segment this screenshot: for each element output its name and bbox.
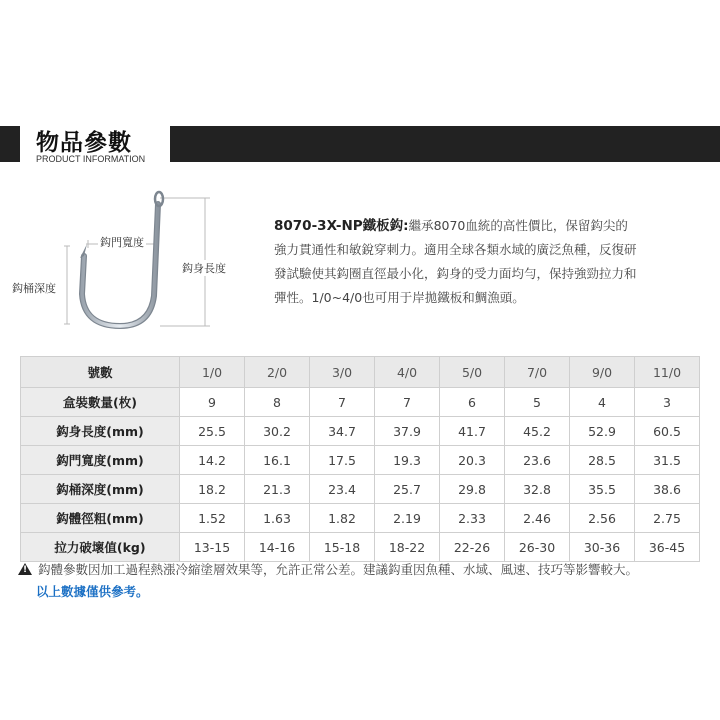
description-line: 強力貫通性和敏銳穿刺力。適用全球各類水域的廣泛魚種，反復研 bbox=[274, 242, 637, 257]
table-cell: 28.5 bbox=[570, 446, 635, 475]
product-description bbox=[274, 214, 704, 310]
table-cell: 18.2 bbox=[180, 475, 245, 504]
table-cell: 2.46 bbox=[505, 504, 570, 533]
size-header-cell: 5/0 bbox=[440, 357, 505, 388]
size-header-cell: 7/0 bbox=[505, 357, 570, 388]
table-cell: 20.3 bbox=[440, 446, 505, 475]
table-cell: 4 bbox=[570, 388, 635, 417]
table-cell: 35.5 bbox=[570, 475, 635, 504]
table-cell: 16.1 bbox=[245, 446, 310, 475]
table-cell: 5 bbox=[505, 388, 570, 417]
warning-triangle-icon: ! bbox=[18, 563, 32, 575]
row-label: 鈎身長度(mm) bbox=[21, 417, 180, 446]
table-cell: 38.6 bbox=[635, 475, 700, 504]
table-cell: 1.52 bbox=[180, 504, 245, 533]
page-subtitle: PRODUCT INFORMATION bbox=[36, 154, 146, 164]
table-cell: 9 bbox=[180, 388, 245, 417]
table-cell: 3 bbox=[635, 388, 700, 417]
row-label: 鈎體徑粗(mm) bbox=[21, 504, 180, 533]
page-title: 物品參數 bbox=[36, 130, 132, 156]
table-cell: 2.56 bbox=[570, 504, 635, 533]
depth-label: 鈎桶深度 bbox=[12, 282, 56, 295]
table-cell: 26-30 bbox=[505, 533, 570, 562]
table-row bbox=[21, 417, 700, 446]
table-cell: 60.5 bbox=[635, 417, 700, 446]
reference-note: 以上數據僅供參考。 bbox=[36, 584, 149, 599]
table-cell: 17.5 bbox=[310, 446, 375, 475]
table-cell: 14.2 bbox=[180, 446, 245, 475]
table-row bbox=[21, 388, 700, 417]
table-row bbox=[21, 475, 700, 504]
gape-label: 鈎門寬度 bbox=[100, 236, 144, 249]
table-cell: 30.2 bbox=[245, 417, 310, 446]
description-line: 發試驗使其鈎圈直徑最小化，鈎身的受力面均勻，保持強勁拉力和 bbox=[274, 266, 637, 281]
row-label: 鈎門寬度(mm) bbox=[21, 446, 180, 475]
row-label: 拉力破壞值(kg) bbox=[21, 533, 180, 562]
table-cell: 1.82 bbox=[310, 504, 375, 533]
table-cell: 6 bbox=[440, 388, 505, 417]
table-cell: 23.6 bbox=[505, 446, 570, 475]
table-cell: 18-22 bbox=[375, 533, 440, 562]
description-line: 彈性。1/0~4/0也可用于岸拋鐵板和鯛漁頭。 bbox=[274, 290, 525, 305]
table-cell: 41.7 bbox=[440, 417, 505, 446]
tolerance-note bbox=[18, 560, 638, 578]
table-cell: 45.2 bbox=[505, 417, 570, 446]
table-cell: 25.5 bbox=[180, 417, 245, 446]
table-cell: 15-18 bbox=[310, 533, 375, 562]
table-cell: 7 bbox=[375, 388, 440, 417]
table-cell: 2.33 bbox=[440, 504, 505, 533]
table-cell: 52.9 bbox=[570, 417, 635, 446]
table-cell: 32.8 bbox=[505, 475, 570, 504]
description-title: 8070-3X-NP鐵板鈎: bbox=[274, 218, 409, 234]
table-cell: 8 bbox=[245, 388, 310, 417]
table-cell: 7 bbox=[310, 388, 375, 417]
size-header-cell: 11/0 bbox=[635, 357, 700, 388]
table-row bbox=[21, 504, 700, 533]
table-row bbox=[21, 533, 700, 562]
table-cell: 13-15 bbox=[180, 533, 245, 562]
size-header-cell: 3/0 bbox=[310, 357, 375, 388]
hook-diagram bbox=[0, 186, 260, 336]
table-cell: 14-16 bbox=[245, 533, 310, 562]
row-label: 盒裝數量(枚) bbox=[21, 388, 180, 417]
description-line: 繼承8070血統的高性價比，保留鈎尖的 bbox=[408, 218, 628, 233]
spec-table bbox=[20, 356, 700, 562]
table-cell: 21.3 bbox=[245, 475, 310, 504]
table-cell: 19.3 bbox=[375, 446, 440, 475]
size-header-cell: 1/0 bbox=[180, 357, 245, 388]
table-cell: 34.7 bbox=[310, 417, 375, 446]
row-label: 號數 bbox=[21, 357, 180, 388]
table-cell: 36-45 bbox=[635, 533, 700, 562]
table-cell: 22-26 bbox=[440, 533, 505, 562]
table-cell: 31.5 bbox=[635, 446, 700, 475]
note-line-1: 鈎體參數因加工過程熱漲冷縮塗層效果等，允許正常公差。建議鈎重因魚種、水域、風速、技巧等影響較大。 bbox=[38, 562, 639, 577]
table-header-row bbox=[21, 357, 700, 388]
table-cell: 2.75 bbox=[635, 504, 700, 533]
table-cell: 1.63 bbox=[245, 504, 310, 533]
size-header-cell: 9/0 bbox=[570, 357, 635, 388]
table-row bbox=[21, 446, 700, 475]
size-header-cell: 2/0 bbox=[245, 357, 310, 388]
table-cell: 30-36 bbox=[570, 533, 635, 562]
table-cell: 25.7 bbox=[375, 475, 440, 504]
table-cell: 37.9 bbox=[375, 417, 440, 446]
table-cell: 23.4 bbox=[310, 475, 375, 504]
row-label: 鈎桶深度(mm) bbox=[21, 475, 180, 504]
size-header-cell: 4/0 bbox=[375, 357, 440, 388]
table-cell: 2.19 bbox=[375, 504, 440, 533]
table-cell: 29.8 bbox=[440, 475, 505, 504]
shank-label: 鈎身長度 bbox=[182, 262, 226, 275]
